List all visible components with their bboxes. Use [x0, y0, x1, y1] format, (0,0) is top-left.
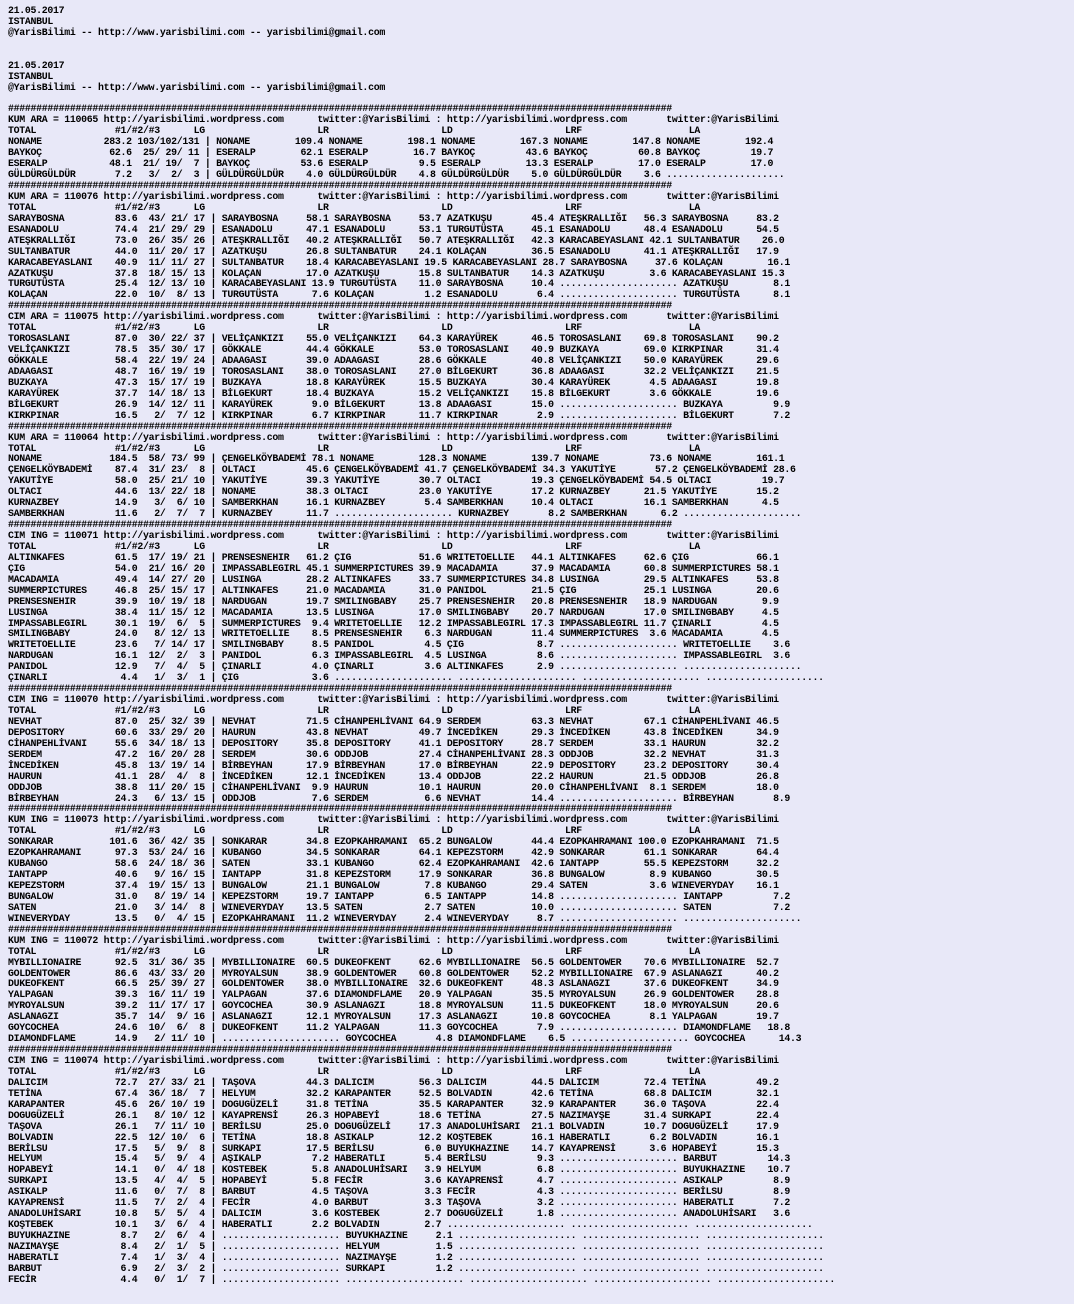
race-row: SULTANBATUR 44.0 11/ 20/ 17 | AZATKUŞU 26.8 SULTANBATUR 24.1 KOLAÇAN 36.5 ESANADOLU 41.1 ATEŞKRALLIĞI 17.9	[8, 245, 779, 257]
race-row: AZATKUŞU 37.8 18/ 15/ 13 | KOLAÇAN 17.0 AZATKUŞU 15.8 SULTANBATUR 14.3 AZATKUŞU 3.6 KARACABEYASLANI 15.3	[8, 267, 785, 279]
race-row: ÇENGELKÖYBADEMİ 87.4 31/ 23/ 8 | OLTACI 45.6 ÇENGELKÖYBADEMİ 41.7 ÇENGELKÖYBADEMİ 34.3 YAKUTİYE 57.2 ÇENGELKÖYBADEMİ 28.6	[8, 464, 796, 476]
report-city: ISTANBUL	[8, 15, 54, 27]
race-row: KEPEZSTORM 37.4 19/ 15/ 13 | BUNGALOW 21.1 BUNGALOW 7.8 KUBANGO 29.4 SATEN 3.6 WINEVERYDAY 16.1	[8, 880, 779, 891]
report-contact: @YarisBilimi -- http://www.yarisbilimi.com -- yarisbilimi@gmail.com	[8, 26, 385, 38]
race-row: ALTINKAFES 61.5 17/ 19/ 21 | PRENSESNEHIR 61.2 ÇIG 51.6 WRITETOELLIE 44.1 ALTINKAFES 62.6 ÇIG 66.1	[8, 551, 779, 563]
race-tables	[8, 104, 1074, 1285]
race-block	[8, 181, 1074, 301]
race-separator: ######################################################################################################################	[8, 923, 672, 935]
race-row: MACADAMIA 49.4 14/ 27/ 20 | LUSINGA 28.2 ALTINKAFES 33.7 SUMMERPICTURES 34.8 LUSINGA 29.5 ALTINKAFES 53.8	[8, 573, 779, 585]
race-title: KUM ING = 110073 http://yarisbilimi.wordpress.com twitter:@YarisBilimi : http://yarisbilimi.wordpress.com twitter:@YarisBilimi	[8, 814, 779, 826]
race-column-header: TOTAL #1/#2/#3 LG LR LD LRF LA	[8, 322, 700, 334]
race-row: DEPOSITORY 60.6 33/ 29/ 20 | HAURUN 43.8 NEVHAT 49.7 İNCEDİKEN 29.3 İNCEDİKEN 43.8 İNCEDİKEN 34.9	[8, 726, 779, 738]
race-row: BARBUT 6.9 2/ 3/ 2 | ..................... SURKAPI 1.2 ..................... ..................... .....................	[8, 1262, 824, 1274]
race-row: SUMMERPICTURES 46.8 25/ 15/ 17 | ALTINKAFES 21.0 MACADAMIA 31.0 PANIDOL 21.5 ÇIG 25.1 LUSINGA 20.6	[8, 584, 779, 596]
race-row: GÜLDÜRGÜLDÜR 7.2 3/ 2/ 3 | GÜLDÜRGÜLDÜR 4.0 GÜLDÜRGÜLDÜR 4.8 GÜLDÜRGÜLDÜR 5.0 GÜLDÜRGÜLDÜR 3.6 .....................	[8, 169, 785, 181]
race-row: İNCEDİKEN 45.8 13/ 19/ 14 | BİRBEYHAN 17.9 BİRBEYHAN 17.0 BİRBEYHAN 22.9 DEPOSITORY 23.2 DEPOSITORY 30.4	[8, 759, 779, 771]
report-city: ISTANBUL	[8, 70, 54, 82]
race-row: HELYUM 15.4 5/ 9/ 4 | AŞIKALP 7.2 HABERATLI 5.4 BERİLSU 9.3 ..................... BARBUT 14.3	[8, 1153, 791, 1165]
race-row: PANIDOL 12.9 7/ 4/ 5 | ÇINARLI 4.0 ÇINARLI 3.6 ALTINKAFES 2.9 ..................... .....................	[8, 661, 802, 673]
race-title: CIM ING = 110071 http://yarisbilimi.wordpress.com twitter:@YarisBilimi : http://yarisbilimi.wordpress.com twitter:@YarisBilimi	[8, 530, 779, 541]
race-row: YAKUTİYE 58.0 25/ 21/ 10 | YAKUTİYE 39.3 YAKUTİYE 30.7 OLTACI 19.3 ÇENGELKÖYBADEMİ 54.5 OLTACI 19.7	[8, 475, 785, 487]
race-row: EZOPKAHRAMANI 97.3 53/ 24/ 16 | KUBANGO 34.5 SONKARAR 64.1 KEPEZSTORM 42.9 SONKARAR 61.1 SONKARAR 64.4	[8, 847, 779, 859]
race-row: KUBANGO 58.6 24/ 18/ 36 | SATEN 33.1 KUBANGO 62.4 EZOPKAHRAMANI 42.6 IANTAPP 55.5 KEPEZSTORM 32.2	[8, 858, 779, 870]
race-row: MYBILLIONAIRE 92.5 31/ 36/ 35 | MYBILLIONAIRE 60.5 DUKEOFKENT 62.6 MYBILLIONAIRE 56.5 GOLDENTOWER 70.6 MYBILLIONAIRE 52.7	[8, 956, 779, 968]
report-contact: @YarisBilimi -- http://www.yarisbilimi.com -- yarisbilimi@gmail.com	[8, 81, 385, 93]
race-column-header: TOTAL #1/#2/#3 LG LR LD LRF LA	[8, 1065, 700, 1077]
race-row: SARAYBOSNA 83.6 43/ 21/ 17 | SARAYBOSNA 58.1 SARAYBOSNA 53.7 AZATKUŞU 45.4 ATEŞKRALLIĞI 56.3 SARAYBOSNA 83.2	[8, 212, 779, 224]
spacer	[8, 39, 1074, 50]
race-row: ADAAGASI 48.7 16/ 19/ 19 | TOROSASLANI 38.0 TOROSASLANI 27.0 BİLGEKURT 36.8 ADAAGASI 32.2 VELİÇANKIZI 21.5	[8, 365, 779, 377]
race-row: YALPAGAN 39.3 16/ 11/ 19 | YALPAGAN 37.6 DIAMONDFLAME 20.9 YALPAGAN 35.5 MYROYALSUN 26.9 GOLDENTOWER 28.8	[8, 989, 779, 1001]
race-row: BUNGALOW 31.0 8/ 19/ 14 | KEPEZSTORM 19.7 IANTAPP 6.5 IANTAPP 14.8 ..................... IANTAPP 7.2	[8, 890, 791, 902]
race-block	[8, 104, 1074, 181]
race-block	[8, 520, 1074, 684]
race-row: NEVHAT 87.0 25/ 32/ 39 | NEVHAT 71.5 CİHANPEHLİVANI 64.9 SERDEM 63.3 NEVHAT 67.1 CİHANPEHLİVANI 46.5	[8, 715, 779, 727]
race-separator: ######################################################################################################################	[8, 180, 672, 191]
race-separator: ######################################################################################################################	[8, 103, 672, 115]
race-row: KOŞTEBEK 10.1 3/ 6/ 4 | HABERATLI 2.2 BOLVADIN 2.7 ..................... ..................... .....................	[8, 1219, 813, 1231]
race-row: ESANADOLU 74.4 21/ 29/ 29 | ESANADOLU 47.1 ESANADOLU 53.1 TURGUTÜSTA 45.1 ESANADOLU 48.4 ESANADOLU 54.5	[8, 223, 779, 235]
race-column-header: TOTAL #1/#2/#3 LG LR LD LRF LA	[8, 945, 700, 957]
race-row: PRENSESNEHIR 39.9 10/ 19/ 18 | NARDUGAN 19.7 SMILINGBABY 25.7 PRENSESNEHIR 20.8 PRENSESNEHIR 18.9 NARDUGAN 9.9	[8, 595, 779, 607]
race-row: WINEVERYDAY 13.5 0/ 4/ 15 | EZOPKAHRAMANI 11.2 WINEVERYDAY 2.4 WINEVERYDAY 8.7 ..................... .....................	[8, 912, 802, 924]
race-row: DIAMONDFLAME 14.9 2/ 11/ 10 | ..................... GOYCOCHEA 4.8 DIAMONDFLAME 6.5 ..................... GOYCOCHEA 14.3	[8, 1033, 802, 1045]
race-row: ESERALP 48.1 21/ 19/ 7 | BAYKOÇ 53.6 ESERALP 9.5 ESERALP 13.3 ESERALP 17.0 ESERALP 17.0	[8, 158, 774, 170]
race-separator: ######################################################################################################################	[8, 1044, 672, 1056]
race-row: NONAME 184.5 58/ 73/ 99 | ÇENGELKÖYBADEMİ 78.1 NONAME 128.3 NONAME 139.7 NONAME 73.6 NONAME 161.1	[8, 453, 785, 465]
race-row: TETİNA 67.4 36/ 18/ 7 | HELYUM 32.2 KARAPANTER 52.5 BOLVADIN 42.6 TETİNA 68.8 DALICIM 32.1	[8, 1087, 779, 1099]
race-row: ÇINARLI 4.4 1/ 3/ 1 | ÇIG 3.6 ..................... ..................... ..................... .....................	[8, 672, 824, 684]
race-row: LUSINGA 38.4 11/ 15/ 12 | MACADAMIA 13.5 LUSINGA 17.0 SMILINGBABY 20.7 NARDUGAN 17.0 SMILINGBABY 4.5	[8, 606, 779, 618]
report-date: 21.05.2017	[8, 5, 65, 16]
report-date: 21.05.2017	[8, 59, 65, 71]
race-column-header: TOTAL #1/#2/#3 LG LR LD LRF LA	[8, 125, 700, 137]
race-row: ASLANAGZI 35.7 14/ 9/ 16 | ASLANAGZI 12.1 MYROYALSUN 17.3 ASLANAGZI 10.8 GOYCOCHEA 8.1 YALPAGAN 19.7	[8, 1011, 779, 1023]
race-column-header: TOTAL #1/#2/#3 LG LR LD LRF LA	[8, 540, 700, 552]
race-row: ATEŞKRALLIĞI 73.0 26/ 35/ 26 | ATEŞKRALLIĞI 40.2 ATEŞKRALLIĞI 50.7 ATEŞKRALLIĞI 42.3 KARACABEYASLANI 42.1 SULTANBATUR 26.0	[8, 234, 785, 246]
race-title: KUM ARA = 110065 http://yarisbilimi.wordpress.com twitter:@YarisBilimi : http://yarisbilimi.wordpress.com twitter:@YarisBilimi	[8, 114, 779, 126]
race-block	[8, 925, 1074, 1045]
race-row: VELİÇANKIZI 78.5 35/ 30/ 17 | GÖKKALE 44.4 GÖKKALE 53.0 TOROSASLANI 40.9 BUZKAYA 69.0 KIRKPINAR 31.4	[8, 344, 779, 356]
race-row: BUYUKHAZINE 8.7 2/ 6/ 4 | ..................... BUYUKHAZINE 2.1 ..................... ..................... .....................	[8, 1230, 824, 1241]
race-separator: ######################################################################################################################	[8, 519, 672, 531]
race-row: GOLDENTOWER 86.6 43/ 33/ 20 | MYROYALSUN 38.9 GOLDENTOWER 60.8 GOLDENTOWER 52.2 MYBILLIONAIRE 67.9 ASLANAGZI 40.2	[8, 967, 779, 979]
race-title: CIM ING = 110070 http://yarisbilimi.wordpress.com twitter:@YarisBilimi : http://yarisbilimi.wordpress.com twitter:@YarisBilimi	[8, 694, 779, 706]
race-row: GOYCOCHEA 24.6 10/ 6/ 8 | DUKEOFKENT 11.2 YALPAGAN 11.3 GOYCOCHEA 7.9 ..................... DIAMONDFLAME 18.8	[8, 1022, 791, 1034]
race-row: DUKEOFKENT 66.5 25/ 39/ 27 | GOLDENTOWER 38.0 MYBILLIONAIRE 32.6 DUKEOFKENT 48.3 ASLANAGZI 37.6 DUKEOFKENT 34.9	[8, 978, 779, 990]
race-row: DOGUGÜZELİ 26.1 8/ 10/ 12 | KAYAPRENSİ 26.3 HOPABEYİ 18.6 TETİNA 27.5 NAZIMAYŞE 31.4 SURKAPI 22.4	[8, 1109, 779, 1121]
header-block-1	[8, 6, 1074, 39]
race-column-header: TOTAL #1/#2/#3 LG LR LD LRF LA	[8, 705, 700, 716]
race-title: KUM ARA = 110064 http://yarisbilimi.wordpress.com twitter:@YarisBilimi : http://yarisbilimi.wordpress.com twitter:@YarisBilimi	[8, 431, 779, 443]
race-title: CIM ING = 110074 http://yarisbilimi.wordpress.com twitter:@YarisBilimi : http://yarisbilimi.wordpress.com twitter:@YarisBilimi	[8, 1055, 779, 1066]
race-row: HAURUN 41.1 28/ 4/ 8 | İNCEDİKEN 12.1 İNCEDİKEN 13.4 ODDJOB 22.2 HAURUN 21.5 ODDJOB 26.8	[8, 770, 779, 782]
race-row: NONAME 283.2 103/102/131 | NONAME 109.4 NONAME 198.1 NONAME 167.3 NONAME 147.8 NONAME 192.4	[8, 136, 774, 148]
race-row: TOROSASLANI 87.0 30/ 22/ 37 | VELİÇANKIZI 55.0 VELİÇANKIZI 64.3 KARAYÜREK 46.5 TOROSASLANI 69.8 TOROSASLANI 90.2	[8, 333, 779, 345]
race-block	[8, 422, 1074, 520]
race-row: ANADOLUHİSARI 10.8 5/ 5/ 4 | DALICIM 3.6 KOSTEBEK 2.7 DOGUGÜZELİ 1.8 ..................... ANADOLUHİSARI 3.6	[8, 1208, 791, 1220]
race-row: IANTAPP 40.6 9/ 16/ 15 | IANTAPP 31.8 KEPEZSTORM 17.9 SONKARAR 36.8 BUNGALOW 8.9 KUBANGO 30.5	[8, 869, 779, 881]
race-row: KOLAÇAN 22.0 10/ 8/ 13 | TURGUTÜSTA 7.6 KOLAÇAN 1.2 ESANADOLU 6.4 ..................... TURGUTÜSTA 8.1	[8, 289, 791, 301]
race-row: NARDUGAN 16.1 12/ 2/ 3 | PANIDOL 6.3 IMPASSABLEGIRL 4.5 LUSINGA 8.6 ..................... IMPASSABLEGIRL 3.6	[8, 650, 791, 662]
race-row: TURGUTÜSTA 25.4 12/ 13/ 10 | KARACABEYASLANI 13.9 TURGUTÜSTA 11.0 SARAYBOSNA 10.4 ..................... AZATKUŞU 8.1	[8, 278, 791, 290]
race-column-header: TOTAL #1/#2/#3 LG LR LD LRF LA	[8, 825, 700, 837]
race-row: HOPABEYİ 14.1 0/ 4/ 18 | KOSTEBEK 5.8 ANADOLUHİSARI 3.9 HELYUM 6.8 ..................... BUYUKHAZINE 10.7	[8, 1164, 791, 1176]
race-row: FECİR 4.4 0/ 1/ 7 | ..................... ..................... ..................... ..................... .....................	[8, 1273, 836, 1285]
race-row: SONKARAR 101.6 36/ 42/ 35 | SONKARAR 34.8 EZOPKAHRAMANI 65.2 BUNGALOW 44.4 EZOPKAHRAMANI 100.0 EZOPKAHRAMANI 71.5	[8, 836, 779, 848]
spacer	[8, 50, 1074, 61]
race-row: ASIKALP 11.6 0/ 7/ 8 | BARBUT 4.5 TAŞOVA 3.3 FECİR 4.3 ..................... BERİLSU 8.9	[8, 1186, 791, 1198]
race-row: SERDEM 47.2 16/ 20/ 28 | SERDEM 30.6 ODDJOB 27.4 CİHANPEHLİVANI 28.3 ODDJOB 32.2 NEVHAT 31.3	[8, 748, 779, 760]
race-row: IMPASSABLEGIRL 30.1 19/ 6/ 5 | SUMMERPICTURES 9.4 WRITETOELLIE 12.2 IMPASSABLEGIRL 17.3 IMPASSABLEGIRL 11.7 ÇINARLI 4.5	[8, 617, 779, 629]
race-row: KARAPANTER 45.6 26/ 10/ 19 | DOGUGÜZELİ 31.8 TETİNA 35.5 KARAPANTER 32.9 KARAPANTER 36.0 TAŞOVA 22.4	[8, 1098, 779, 1110]
race-row: BİLGEKURT 26.9 14/ 12/ 11 | KARAYÜREK 9.0 BİLGEKURT 13.8 ADAAGASI 15.0 ..................... BUZKAYA 9.9	[8, 398, 791, 410]
race-row: SURKAPI 13.5 4/ 4/ 5 | HOPABEYİ 5.8 FECİR 3.6 KAYAPRENSİ 4.7 ..................... ASIKALP 8.9	[8, 1175, 791, 1187]
race-block	[8, 684, 1074, 804]
race-row: KARAYÜREK 37.7 14/ 18/ 13 | BİLGEKURT 18.4 BUZKAYA 15.2 VELİÇANKIZI 15.8 BİLGEKURT 3.6 GÖKKALE 19.6	[8, 387, 779, 399]
race-row: GÖKKALE 58.4 22/ 19/ 24 | ADAAGASI 39.0 ADAAGASI 28.6 GÖKKALE 40.8 VELİÇANKIZI 50.0 KARAYÜREK 29.6	[8, 355, 779, 366]
race-row: BUZKAYA 47.3 15/ 17/ 19 | BUZKAYA 18.8 KARAYÜREK 15.5 BUZKAYA 30.4 KARAYÜREK 4.5 ADAAGASI 19.8	[8, 376, 779, 388]
race-row: BİRBEYHAN 24.3 6/ 13/ 15 | ODDJOB 7.6 SERDEM 6.6 NEVHAT 14.4 ..................... BİRBEYHAN 8.9	[8, 792, 791, 804]
race-row: DALICIM 72.7 27/ 33/ 21 | TAŞOVA 44.3 DALICIM 56.3 DALICIM 44.5 DALICIM 72.4 TETİNA 49.2	[8, 1076, 779, 1088]
race-row: ÇIG 54.0 21/ 16/ 20 | IMPASSABLEGIRL 45.1 SUMMERPICTURES 39.9 MACADAMIA 37.9 MACADAMIA 60.8 SUMMERPICTURES 58.1	[8, 562, 779, 574]
race-block	[8, 1045, 1074, 1286]
race-separator: ######################################################################################################################	[8, 300, 672, 312]
race-row: KAYAPRENSİ 11.5 7/ 2/ 4 | FECİR 4.0 BARBUT 3.3 TAŞOVA 3.2 ..................... HABERATLI 7.2	[8, 1197, 791, 1209]
race-block	[8, 301, 1074, 421]
race-row: ODDJOB 38.8 11/ 20/ 15 | CİHANPEHLİVANI 9.9 HAURUN 10.1 HAURUN 20.0 CİHANPEHLİVANI 8.1 SERDEM 18.0	[8, 781, 779, 793]
race-row: SATEN 21.0 3/ 14/ 8 | WINEVERYDAY 13.5 SATEN 2.7 SATEN 10.0 ..................... SATEN 7.2	[8, 901, 791, 913]
race-row: BOLVADIN 22.5 12/ 10/ 6 | TETİNA 18.8 ASIKALP 12.2 KOŞTEBEK 16.1 HABERATLI 6.2 BOLVADIN 16.1	[8, 1131, 779, 1143]
race-column-header: TOTAL #1/#2/#3 LG LR LD LRF LA	[8, 442, 700, 454]
race-row: TAŞOVA 26.1 7/ 11/ 10 | BERİLSU 25.0 DOGUGÜZELİ 17.3 ANADOLUHİSARI 21.1 BOLVADIN 10.7 DOGUGÜZELİ 17.9	[8, 1120, 779, 1132]
race-row: OLTACI 44.6 13/ 22/ 18 | NONAME 38.3 OLTACI 23.0 YAKUTİYE 17.2 KURNAZBEY 21.5 YAKUTİYE 15.2	[8, 486, 779, 498]
race-block	[8, 804, 1074, 924]
race-column-header: TOTAL #1/#2/#3 LG LR LD LRF LA	[8, 201, 700, 213]
race-row: SMILINGBABY 24.0 8/ 12/ 13 | WRITETOELLIE 8.5 PRENSESNEHIR 6.3 NARDUGAN 11.4 SUMMERPICTURES 3.6 MACADAMIA 4.5	[8, 628, 779, 640]
race-title: KUM ARA = 110076 http://yarisbilimi.wordpress.com twitter:@YarisBilimi : http://yarisbilimi.wordpress.com twitter:@YarisBilimi	[8, 190, 779, 202]
race-row: SAMBERKHAN 11.6 2/ 7/ 7 | KURNAZBEY 11.7 ..................... KURNAZBEY 8.2 SAMBERKHAN 6.2 .....................	[8, 508, 802, 520]
race-title: KUM ING = 110072 http://yarisbilimi.wordpress.com twitter:@YarisBilimi : http://yarisbilimi.wordpress.com twitter:@YarisBilimi	[8, 934, 779, 946]
race-separator: ######################################################################################################################	[8, 420, 672, 432]
race-row: WRITETOELLIE 23.6 7/ 14/ 17 | SMILINGBABY 8.5 PANIDOL 4.5 ÇIG 8.7 ..................... WRITETOELLIE 3.6	[8, 639, 791, 651]
race-title: CIM ARA = 110075 http://yarisbilimi.wordpress.com twitter:@YarisBilimi : http://yarisbilimi.wordpress.com twitter:@YarisBilimi	[8, 311, 779, 323]
race-separator: ######################################################################################################################	[8, 803, 672, 815]
race-row: KARACABEYASLANI 40.9 11/ 11/ 27 | SULTANBATUR 18.4 KARACABEYASLANI 19.5 KARACABEYASLANI 28.7 SARAYBOSNA 37.6 KOLAÇAN 16.1	[8, 256, 791, 268]
race-row: HABERATLI 7.4 1/ 3/ 4 | ..................... NAZIMAYŞE 1.2 ..................... ..................... .....................	[8, 1251, 824, 1263]
header-block-2	[8, 61, 1074, 94]
race-row: KIRKPINAR 16.5 2/ 7/ 12 | KIRKPINAR 6.7 KIRKPINAR 11.7 KIRKPINAR 2.9 ..................... BİLGEKURT 7.2	[8, 409, 791, 421]
race-row: CİHANPEHLİVANI 55.6 34/ 18/ 13 | DEPOSITORY 35.8 DEPOSITORY 41.1 DEPOSITORY 28.7 SERDEM 33.1 HAURUN 32.2	[8, 737, 779, 749]
race-separator: ######################################################################################################################	[8, 683, 672, 695]
race-row: MYROYALSUN 39.2 11/ 17/ 17 | GOYCOCHEA 30.9 ASLANAGZI 18.8 MYROYALSUN 11.5 DUKEOFKENT 18.0 MYROYALSUN 20.6	[8, 1000, 779, 1012]
race-row: KURNAZBEY 14.9 3/ 6/ 10 | SAMBERKHAN 16.1 KURNAZBEY 5.4 SAMBERKHAN 10.4 OLTACI 16.1 SAMBERKHAN 4.5	[8, 497, 779, 509]
race-row: NAZIMAYŞE 8.4 2/ 1/ 5 | ..................... HELYUM 1.5 ..................... ..................... .....................	[8, 1240, 824, 1252]
race-row: BAYKOÇ 62.6 25/ 29/ 11 | ESERALP 62.1 ESERALP 16.7 BAYKOÇ 43.6 BAYKOÇ 60.8 BAYKOÇ 19.7	[8, 147, 774, 159]
race-row: BERİLSU 17.5 5/ 9/ 8 | SURKAPI 17.5 BERİLSU 6.0 BUYUKHAZINE 14.7 KAYAPRENSİ 3.6 HOPABEYİ 15.3	[8, 1142, 779, 1154]
